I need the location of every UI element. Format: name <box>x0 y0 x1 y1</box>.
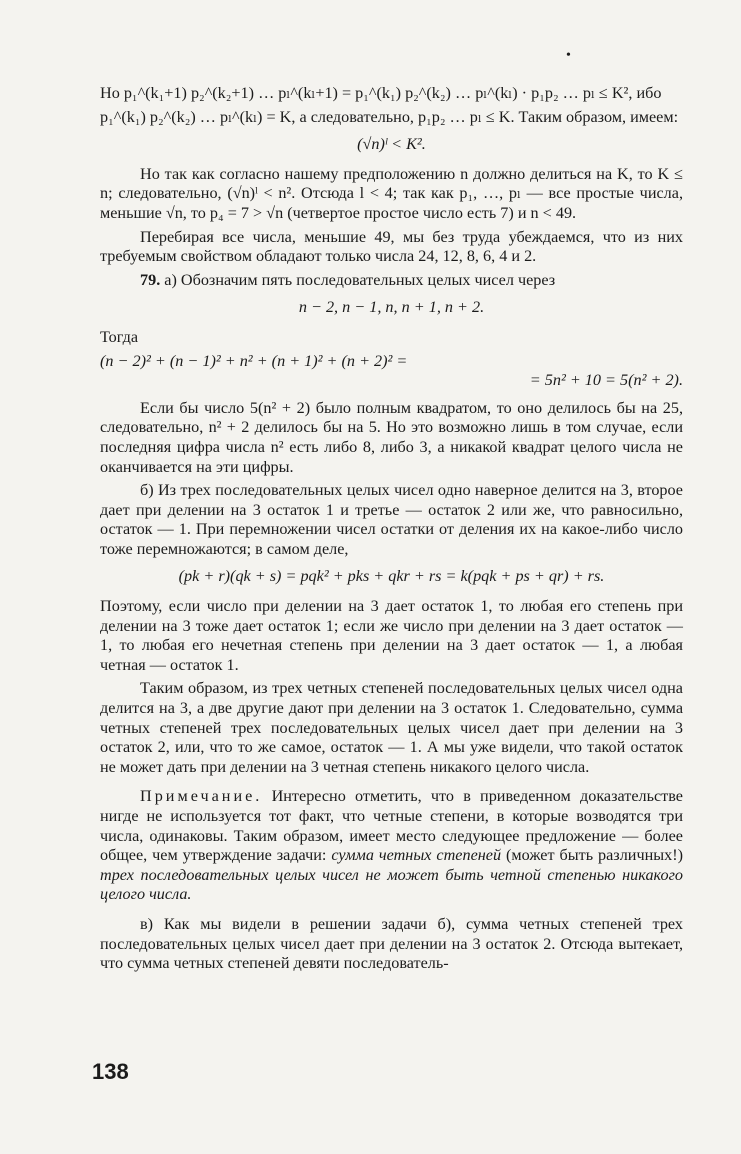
paragraph-1: Но так как согласно нашему предположению n должно делиться на K, то K ≤ n; следовательно, (√n)ˡ < n². Отсюда l < 4; так как p₁, …, pₗ — все простые числа, меньшие √n, то p₄ = 7 > √n (четвертое простое число есть 7) и n < 49. <box>100 164 683 222</box>
page-number: 138 <box>92 1059 129 1084</box>
paragraph-4: Если бы число 5(n² + 2) было полным квадратом, то оно делилось бы на 25, следовательно, n² + 2 делилось бы на 5. Но это возможно лишь в том случае, если последняя цифра числа n² есть либо 8, либо 3, а никакой квадрат целого числа не оканчивается на эти цифры. <box>100 398 683 476</box>
formula-consecutive: n − 2, n − 1, n, n + 1, n + 2. <box>298 298 485 317</box>
formula-sum-a: (n − 2)² + (n − 1)² + n² + (n + 1)² + (n + 2)² = <box>100 351 408 370</box>
stray-mark: • <box>566 48 571 63</box>
formula-line-2: p₁^(k₁) p₂^(k₂) … pₗ^(kₗ) = K, а следовательно, p₁p₂ … pₗ ≤ K. Таким образом, имеем: <box>100 107 679 126</box>
problem-number: 79. <box>140 270 161 289</box>
problem-79-text: а) Обозначим пять последовательных целых чисел через <box>160 270 556 289</box>
note-label: Примечание. <box>140 787 263 806</box>
formula-sum-b: = 5n² + 10 = 5(n² + 2). <box>529 371 683 390</box>
formula-product: (pk + r)(qk + s) = pqk² + pks + qkr + rs = k(pqk + ps + qr) + rs. <box>178 567 605 586</box>
then-word: Тогда <box>100 327 139 346</box>
paragraph-6: Поэтому, если число при делении на 3 дает остаток 1, то любая его степень при делении на 3 тоже дает остаток 1; если же число при делении на 3 дает остаток — 1, то любая его нечетная степень при делении на 3 дает остаток — 1, а любая четная — остаток 1. <box>100 597 683 674</box>
formula-inequality: (√n)ˡ < K². <box>357 135 426 154</box>
note-text-b: сумма четных степеней <box>331 846 502 865</box>
note-text-c: (может быть различных!) <box>501 846 683 865</box>
paragraph-5: б) Из трех последовательных целых чисел одно наверное делится на 3, второе дает при делении на 3 остаток 1 и третье — остаток 2 или же, что равносильно, остаток — 1. При перемножении чисел остатки от деления их на какое-либо число тоже перемножаются; в самом деле, <box>100 481 683 558</box>
paragraph-2: Перебирая все числа, меньшие 49, мы без труда убеждаемся, что из них требуемым свойством обладают только числа 24, 12, 8, 6, 4 и 2. <box>100 227 683 266</box>
note-text-d: трех последовательных целых чисел не может быть четной степенью никакого целого числа. <box>100 865 683 904</box>
problem-79-intro <box>100 271 683 291</box>
note-paragraph <box>100 787 683 905</box>
paragraph-7: Таким образом, из трех четных степеней последовательных целых чисел одна делится на 3, а две другие дают при делении на 3 остаток 1. Следовательно, сумма четных степеней трех последовательных целых чисел дает при делении на 3 остаток 2, или, что то же самое, остаток — 1. А мы уже видели, что такой остаток не может дать при делении на 3 четная степень никакого целого числа. <box>100 679 683 776</box>
note-text-a: Интересно отметить, что в приведенном доказательстве нигде не используется тот факт, что четные степени, в которые возводятся три числа, одинаковы. Таким образом, имеет место следующее предложение — более общее, чем утверждение задачи: <box>100 787 683 865</box>
formula-line-1: Но p₁^(k₁+1) p₂^(k₂+1) … pₗ^(kₗ+1) = p₁^(k₁) p₂^(k₂) … pₗ^(kₗ) · p₁p₂ … pₗ ≤ K², ибо <box>100 84 662 102</box>
paragraph-9: в) Как мы видели в решении задачи б), сумма четных степеней трех последовательных целых чисел дает при делении на 3 остаток 2. Отсюда вытекает, что сумма четных степеней девяти последователь- <box>100 914 683 973</box>
